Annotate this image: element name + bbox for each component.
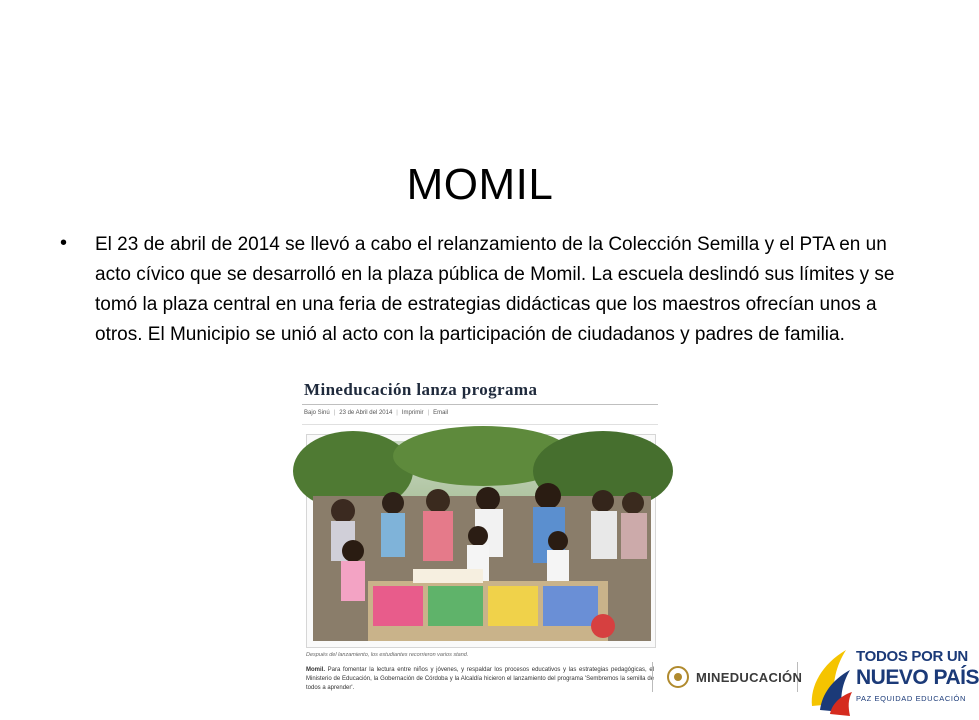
colombia-flag-swoosh-icon bbox=[806, 646, 854, 716]
todos-por-un-nuevo-pais-logo bbox=[806, 642, 979, 716]
photo-caption: Después del lanzamiento, los estudiantes recorrieron varios stand. bbox=[306, 652, 469, 658]
newspaper-clipping bbox=[300, 376, 660, 706]
event-photo bbox=[306, 434, 656, 648]
clipping-body bbox=[306, 666, 654, 693]
clipping-print-link[interactable]: Imprimir bbox=[401, 410, 424, 416]
clipping-divider bbox=[302, 424, 658, 425]
clipping-date: 23 de Abril del 2014 bbox=[339, 410, 393, 416]
clipping-body-text: Para fomentar la lectura entre niños y jóvenes, y respaldar los procesos educativos y las estrategias pedagógicas, el Ministerio de Educación, la Gobernación de Córdoba y la Alcaldía hicieron el lanzamiento del programa 'Sembremos la semilla de todos a aprender'. bbox=[306, 667, 654, 691]
bullet-dot-icon: • bbox=[60, 232, 68, 254]
tpu-line1: TODOS POR UN bbox=[856, 648, 968, 665]
tpu-line2: NUEVO PAÍS bbox=[856, 666, 979, 689]
clipping-divider bbox=[302, 404, 658, 405]
clipping-source: Bajo Sinú bbox=[304, 410, 330, 416]
clipping-email-link[interactable]: Email bbox=[433, 410, 449, 416]
bullet-paragraph: El 23 de abril de 2014 se llevó a cabo el relanzamiento de la Colección Semilla y el PTA en un acto cívico que se desarrolló en la plaza pública de Momil. La escuela deslindó sus límites y se tomó la plaza central en una feria de estrategias didácticas que los maestros ofrecían unos a otros. El Municipio se unió al acto con la participación de ciudadanos y padres de familia. bbox=[95, 234, 895, 345]
slide-title: MOMIL bbox=[406, 160, 554, 209]
clipping-body-lead: Momil. bbox=[306, 667, 325, 673]
clipping-meta: Bajo Sinú | 23 de Abril del 2014 | Imprimir | Email bbox=[304, 410, 449, 416]
mineducacion-logo-text: MINEDUCACIÓN bbox=[696, 669, 803, 685]
tpu-line3: PAZ EQUIDAD EDUCACIÓN bbox=[856, 694, 966, 703]
mineducacion-logo bbox=[652, 662, 803, 692]
clipping-headline: Mineducación lanza programa bbox=[304, 380, 538, 399]
event-photo-illustration bbox=[313, 441, 651, 641]
national-seal-icon bbox=[667, 666, 689, 688]
